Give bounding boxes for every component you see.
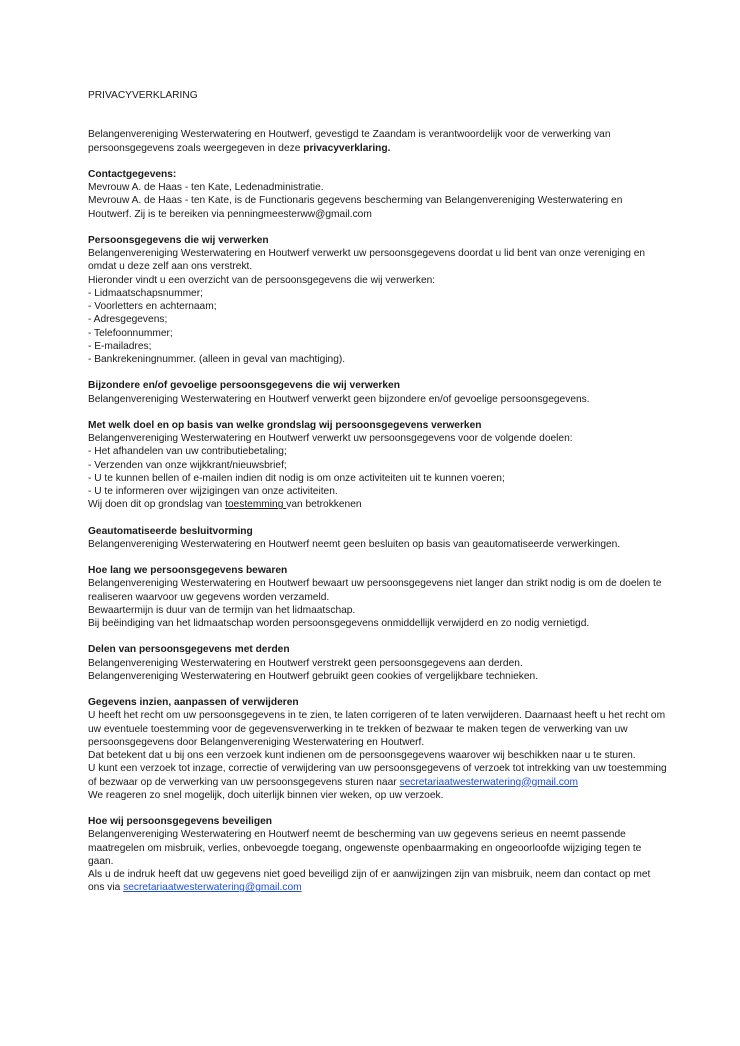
list-item: - Verzenden van onze wijkkrant/nieuwsbrief; <box>88 459 287 471</box>
retention-text-2: Bewaartermijn is duur van de termijn van het lidmaatschap. <box>88 604 356 616</box>
rights-text-4: We reageren zo snel mogelijk, doch uiterlijk binnen vier weken, op uw verzoek. <box>88 789 444 801</box>
section-automated <box>88 525 668 552</box>
section-processed <box>88 234 668 367</box>
basis-post: van betrokkenen <box>286 499 362 511</box>
email-link[interactable]: secretariaatwesterwatering@gmail.com <box>399 776 578 788</box>
security-text-2 <box>88 868 668 895</box>
list-item: - U te informeren over wijzigingen van onze activiteiten. <box>88 486 338 497</box>
list-item: - Voorletters en achternaam; <box>88 301 217 312</box>
heading-contact: Contactgegevens: <box>88 168 177 180</box>
automated-text: Belangenvereniging Westerwatering en Houtwerf neemt geen besluiten op basis van geautomatiseerde verwerkingen. <box>88 538 621 550</box>
intro-paragraph <box>88 128 668 155</box>
document-page <box>88 89 668 908</box>
intro-bold: privacyverklaring. <box>303 142 391 154</box>
list-item: - Lidmaatschapsnummer; <box>88 287 203 299</box>
list-item: - Bankrekeningnummer. (alleen in geval van machtiging). <box>88 354 346 365</box>
intro-text: Belangenvereniging Westerwatering en Houtwerf, gevestigd te Zaandam is verantwoordelijk voor de verwerking van persoonsgegevens zoals weergegeven in deze <box>88 129 611 154</box>
security-text-2-body: Als u de indruk heeft dat uw gegevens niet goed beveiligd zijn of er aanwijzingen zijn van misbruik, neem dan contact op met ons via <box>88 869 651 894</box>
processed-text-1: Belangenvereniging Westerwatering en Houtwerf verwerkt uw persoonsgegevens doordat u lid bent van onze vereniging en omdat u deze zelf aan ons verstrekt. <box>88 248 646 273</box>
security-text-1: Belangenvereniging Westerwatering en Houtwerf neemt de bescherming van uw gegevens serieus en neemt passende maatregelen om misbruik, verlies, onbevoegde toegang, ongewenste openbaarmaking en ongeoorloofde wijziging tegen te gaan. <box>88 829 642 867</box>
heading-sharing: Delen van persoonsgegevens met derden <box>88 644 290 656</box>
section-security <box>88 815 668 895</box>
heading-special: Bijzondere en/of gevoelige persoonsgegevens die wij verwerken <box>88 380 400 392</box>
rights-text-2: Dat betekent dat u bij ons een verzoek kunt indienen om de persoonsgegevens waarover wij beschikken naar u te sturen. <box>88 750 636 761</box>
contact-line-1: Mevrouw A. de Haas - ten Kate, Ledenadministratie. <box>88 182 324 193</box>
basis-underlined: toestemming <box>225 499 287 511</box>
purpose-basis <box>88 498 668 511</box>
rights-text-1: U heeft het recht om uw persoonsgegevens in te zien, te laten corrigeren of te laten verwijderen. Daarnaast heeft u het recht om uw eventuele toestemming voor de gegevensverwerking in te trekken of bezwaar te maken tegen de verwerking van uw persoonsgegevens door Belangenvereniging Westerwatering en Houtwerf. <box>88 710 666 748</box>
section-rights <box>88 696 668 802</box>
email-link[interactable]: secretariaatwesterwatering@gmail.com <box>123 882 302 894</box>
heading-retention: Hoe lang we persoonsgegevens bewaren <box>88 565 288 576</box>
list-item: - Adresgegevens; <box>88 314 168 326</box>
special-text: Belangenvereniging Westerwatering en Houtwerf verwerkt geen bijzondere en/of gevoelige persoonsgegevens. <box>88 393 590 405</box>
retention-text-1: Belangenvereniging Westerwatering en Houtwerf bewaart uw persoonsgegevens niet langer dan strikt nodig is om de doelen te realiseren waarvoor uw gegevens worden verzameld. <box>88 578 662 603</box>
section-special <box>88 379 668 406</box>
section-sharing <box>88 643 668 683</box>
heading-processed: Persoonsgegevens die wij verwerken <box>88 234 269 246</box>
rights-text-3 <box>88 762 668 789</box>
heading-automated: Geautomatiseerde besluitvorming <box>88 525 253 537</box>
list-item: - E-mailadres; <box>88 340 152 352</box>
processed-text-2: Hieronder vindt u een overzicht van de persoonsgegevens die wij verwerken: <box>88 274 436 286</box>
basis-pre: Wij doen dit op grondslag van <box>88 499 226 511</box>
rights-text-3-body: U kunt een verzoek tot inzage, correctie of verwijdering van uw persoonsgegevens of verzoek tot intrekking van uw toestemming of bezwaar op de verwerking van uw persoonsgegevens sturen naar <box>88 763 667 788</box>
document-title: PRIVACYVERKLARING <box>88 90 198 101</box>
section-retention <box>88 564 668 630</box>
sharing-text-2: Belangenvereniging Westerwatering en Houtwerf gebruikt geen cookies of vergelijkbare technieken. <box>88 670 539 682</box>
section-contact <box>88 168 668 221</box>
heading-rights: Gegevens inzien, aanpassen of verwijderen <box>88 697 299 708</box>
heading-purpose: Met welk doel en op basis van welke grondslag wij persoonsgegevens verwerken <box>88 419 482 431</box>
list-item: - U te kunnen bellen of e-mailen indien dit nodig is om onze activiteiten uit te kunnen voeren; <box>88 472 505 484</box>
section-purpose <box>88 419 668 512</box>
heading-security: Hoe wij persoonsgegevens beveiligen <box>88 816 272 827</box>
contact-line-2: Mevrouw A. de Haas - ten Kate, is de Functionaris gegevens bescherming van Belangenvereniging Westerwatering en Houtwerf. Zij is te bereiken via penningmeesterww@gmail.com <box>88 195 623 220</box>
sharing-text-1: Belangenvereniging Westerwatering en Houtwerf verstrekt geen persoonsgegevens aan derden. <box>88 657 523 669</box>
purpose-text-1: Belangenvereniging Westerwatering en Houtwerf verwerkt uw persoonsgegevens voor de volgende doelen: <box>88 433 573 444</box>
list-item: - Telefoonnummer; <box>88 327 173 339</box>
list-item: - Het afhandelen van uw contributiebetaling; <box>88 446 287 458</box>
retention-text-3: Bij beëindiging van het lidmaatschap worden persoonsgegevens onmiddellijk verwijderd en zo nodig vernietigd. <box>88 618 590 629</box>
